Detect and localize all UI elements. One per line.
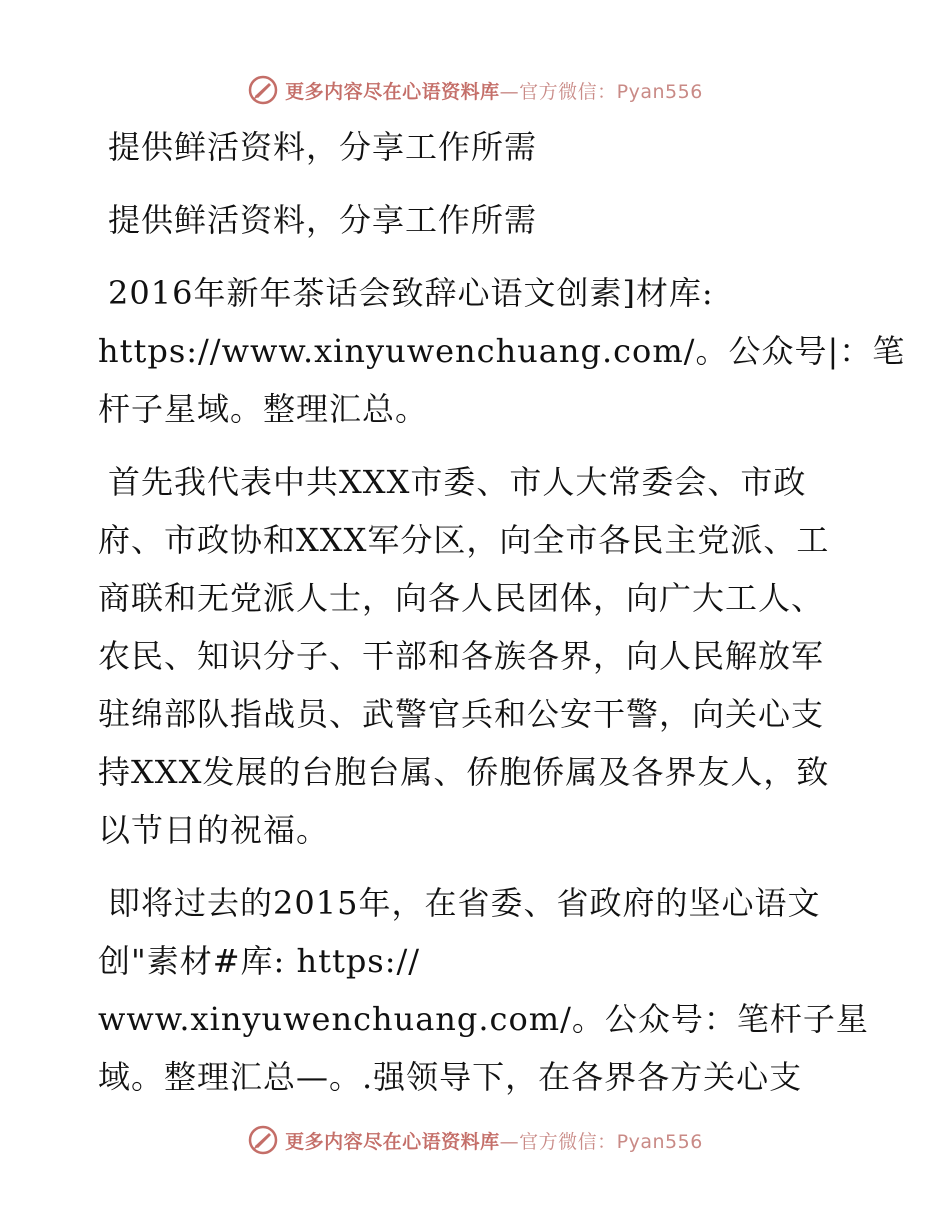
text-line: 杆子星域。整理汇总。 (98, 390, 429, 428)
paragraph-greeting (98, 453, 858, 859)
header-watermark-banner (0, 70, 950, 110)
text-line: 商联和无党派人士，向各人民团体，向广大工人、 (98, 579, 825, 617)
text-line: 提供鲜活资料，分享工作所需 (108, 201, 538, 239)
paragraph-tagline-2 (98, 191, 858, 249)
text-line: 域。整理汇总—。.强领导下，在各界各方关心支 (98, 1058, 803, 1096)
text-line: 农民、知识分子、干部和各族各界，向人民解放军 (98, 637, 825, 675)
banner-suffix: —官方微信：Pyan556 (499, 1130, 703, 1153)
banner-prefix: 更多内容尽在心语资料库 (285, 80, 500, 103)
text-line: 首先我代表中共XXX市委、市人大常委会、市政 (108, 463, 807, 501)
paragraph-title (98, 264, 906, 438)
text-line: 驻绵部队指战员、武警官兵和公安干警，向关心支 (98, 695, 825, 733)
text-line: 即将过去的2015年，在省委、省政府的坚心语文 (108, 884, 821, 922)
text-line: https://www.xinyuwenchuang.com/。公众号|：笔 (98, 332, 906, 370)
banner-text (285, 77, 703, 104)
banner-text (285, 1127, 703, 1154)
paragraph-review (98, 874, 869, 1106)
banner-prefix: 更多内容尽在心语资料库 (285, 1130, 500, 1153)
banner-suffix: —官方微信：Pyan556 (499, 80, 703, 103)
paragraph-tagline-1 (98, 118, 858, 176)
text-line: 府、市政协和XXX军分区，向全市各民主党派、工 (98, 521, 830, 559)
quill-logo-icon (247, 74, 279, 106)
text-line: 以节日的祝福。 (98, 811, 330, 849)
quill-logo-icon (247, 1124, 279, 1156)
text-line: www.xinyuwenchuang.com/。公众号：笔杆子星 (98, 1000, 869, 1038)
document-body (98, 118, 906, 1121)
text-line: 提供鲜活资料，分享工作所需 (108, 128, 538, 166)
text-line: 创"素材#库: https:// (98, 942, 421, 980)
text-line: 2016年新年茶话会致辞心语文创素]材库: (108, 274, 714, 312)
text-line: 持XXX发展的台胞台属、侨胞侨属及各界友人，致 (98, 753, 830, 791)
footer-watermark-banner (0, 1120, 950, 1160)
